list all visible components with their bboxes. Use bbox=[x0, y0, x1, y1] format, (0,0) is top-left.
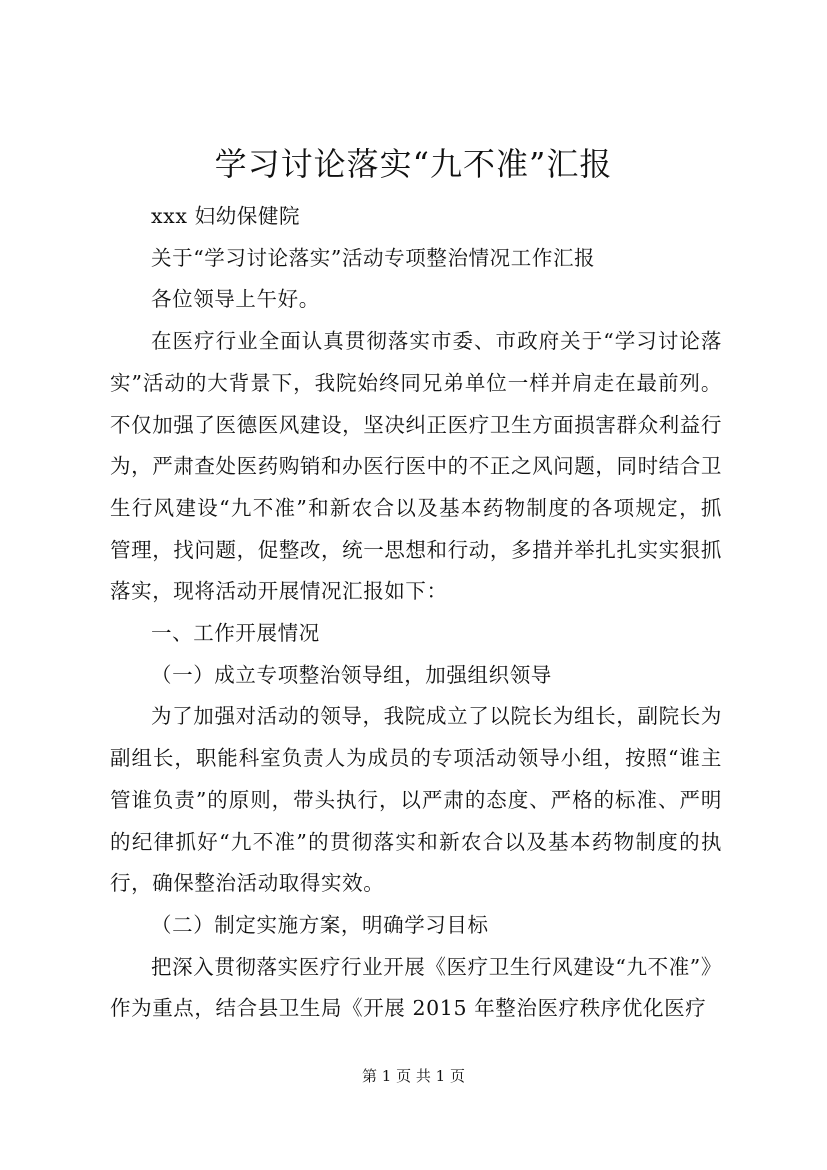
page-footer: 第 1 页 共 1 页 bbox=[362, 1067, 465, 1085]
paragraph-leadership: 为了加强对活动的领导，我院成立了以院长为组长，副院长为副组长，职能科室负责人为成员的专项活动领导小组，按照“谁主管谁负责”的原则，带头执行，以严肃的态度、严格的标准、严明的纪律抓好“九不准”的贯彻落实和新农合以及基本药物制度的执行，确保整治活动取得实效。 bbox=[110, 704, 722, 896]
paragraph-report-subject: 关于“学习讨论落实”活动专项整治情况工作汇报 bbox=[151, 245, 596, 270]
document-body bbox=[110, 196, 722, 1030]
subsection-heading-plan: （二）制定实施方案，明确学习目标 bbox=[151, 912, 489, 937]
document-title: 学习讨论落实“九不准”汇报 bbox=[214, 145, 613, 183]
paragraph-greeting: 各位领导上午好。 bbox=[151, 287, 320, 312]
section-heading-work-status: 一、工作开展情况 bbox=[151, 621, 320, 646]
paragraph-organization: xxx 妇幼保健院 bbox=[151, 204, 301, 228]
paragraph-introduction: 在医疗行业全面认真贯彻落实市委、市政府关于“学习讨论落实”活动的大背景下，我院始终同兄弟单位一样并肩走在最前列。不仅加强了医德医风建设，坚决纠正医疗卫生方面损害群众利益行为，严肃查处医药购销和办医行医中的不正之风问题，同时结合卫生行风建设“九不准”和新农合以及基本药物制度的各项规定，抓管理，找问题，促整改，统一思想和行动，多措并举扎扎实实狠抓落实，现将活动开展情况汇报如下： bbox=[110, 329, 722, 604]
subsection-heading-leadership: （一）成立专项整治领导组，加强组织领导 bbox=[151, 662, 552, 687]
paragraph-plan: 把深入贯彻落实医疗行业开展《医疗卫生行风建设“九不准”》作为重点，结合县卫生局《开展 2015 年整治医疗秩序优化医疗 bbox=[110, 954, 722, 1021]
